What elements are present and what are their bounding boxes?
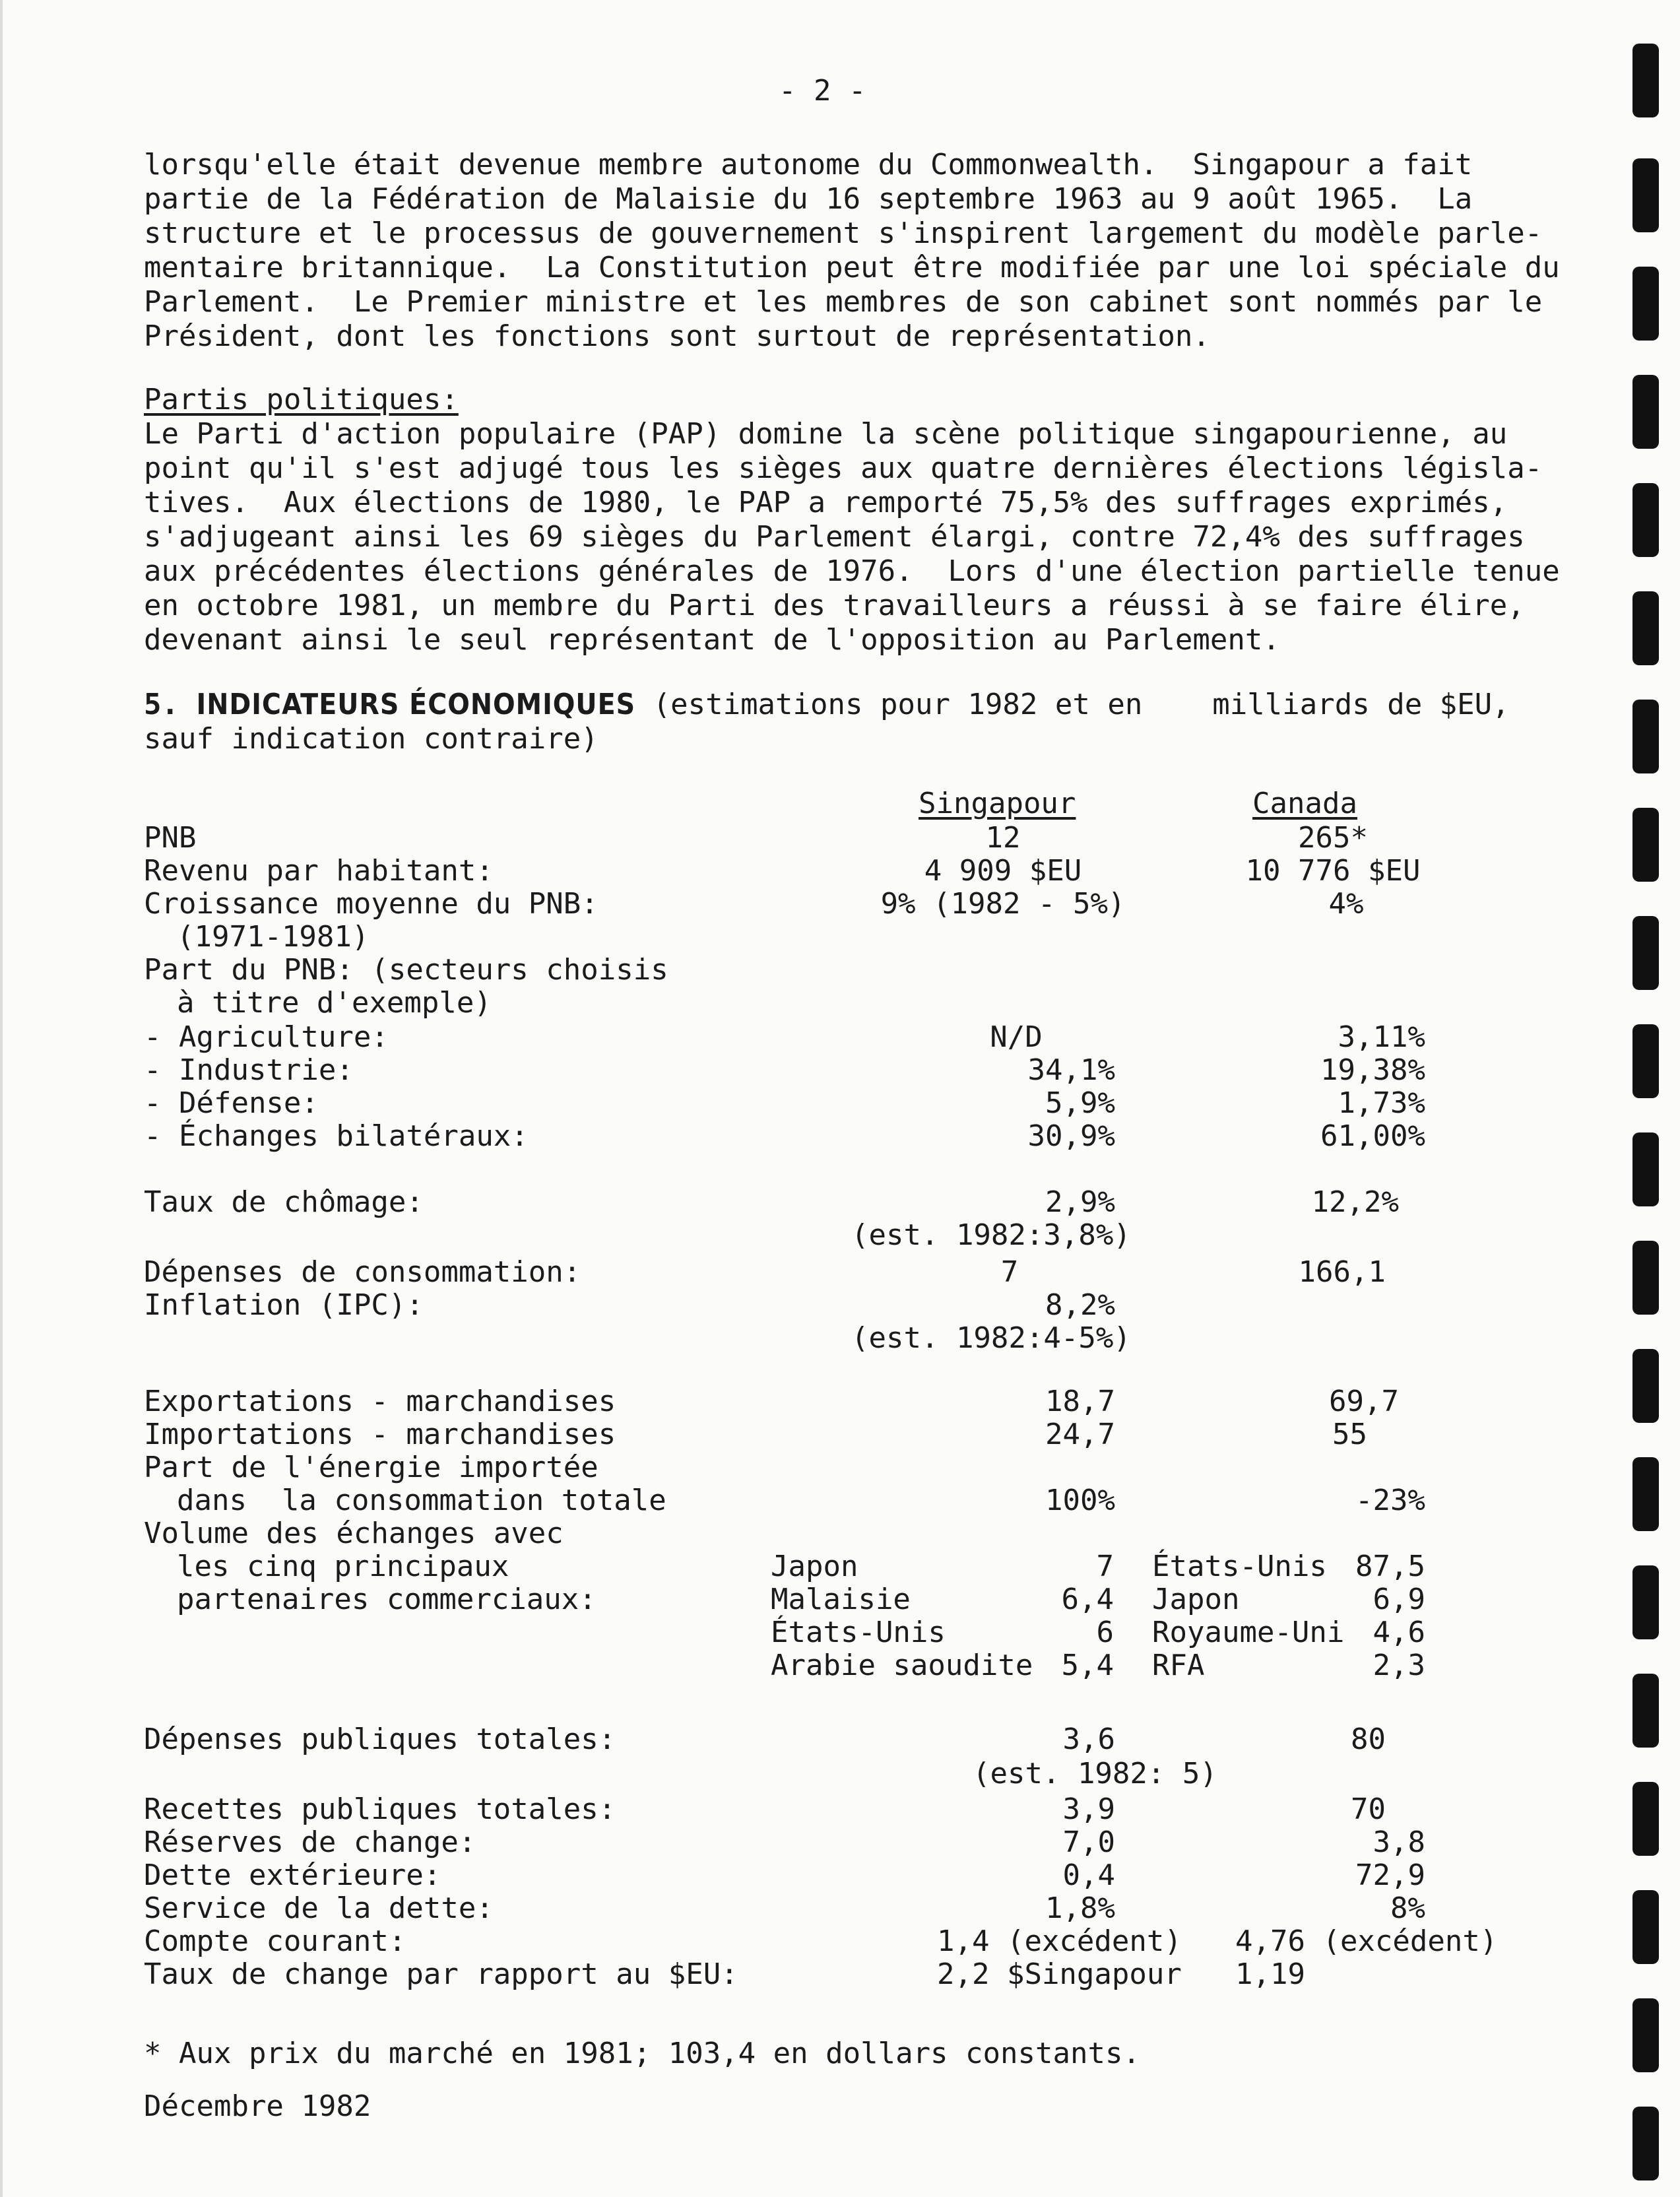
section-subtitle-line2: sauf indication contraire) <box>144 722 598 756</box>
row-importations <box>0 1418 1680 1452</box>
text-line: tives. Aux élections de 1980, le PAP a remporté 75,5% des suffrages exprimés, <box>144 486 1508 519</box>
row-energie-2 <box>0 1484 1680 1518</box>
row-recettes <box>0 1792 1680 1827</box>
row-label: PNB <box>144 821 197 855</box>
section-number: 5. <box>144 688 179 721</box>
partner-value: 6,4 <box>1061 1583 1114 1616</box>
canada-value: 4,76 (excédent) <box>1235 1924 1498 1958</box>
section-5-heading <box>144 688 1530 756</box>
section-title: INDICATEURS ÉCONOMIQUES <box>196 688 636 721</box>
row-label: Recettes publiques totales: <box>144 1792 616 1826</box>
row-compte <box>0 1924 1680 1959</box>
text-line: s'adjugeant ainsi les 69 sièges du Parlement élargi, contre 72,4% des suffrages <box>144 520 1525 554</box>
row-label: partenaires commerciaux: <box>177 1583 597 1616</box>
text-line: aux précédentes élections générales de 1976. Lors d'une élection partielle tenue <box>144 554 1560 588</box>
canada-value: 72,9 <box>1355 1858 1425 1892</box>
binder-mark <box>1632 483 1659 557</box>
row-label: Dette extérieure: <box>144 1858 441 1892</box>
text-line: structure et le processus de gouvernement s'inspirent largement du modèle parle- <box>144 216 1543 250</box>
row-label: les cinq principaux <box>177 1550 509 1583</box>
singapore-value: 4 909 $EU <box>924 854 1082 888</box>
row-label: Revenu par habitant: <box>144 854 494 888</box>
singapore-value: 1,8% <box>1045 1891 1115 1925</box>
row-label: Volume des échanges avec <box>144 1517 564 1550</box>
canada-value: 12,2% <box>1311 1185 1399 1219</box>
singapore-value: N/D <box>990 1020 1043 1054</box>
binder-mark <box>1632 1782 1659 1856</box>
column-header-singapore: Singapour <box>919 787 1076 820</box>
partner-value: 6,9 <box>1373 1583 1425 1616</box>
binder-mark <box>1632 1024 1659 1098</box>
row-label: - Échanges bilatéraux: <box>144 1119 529 1153</box>
document-date: Décembre 1982 <box>144 2089 372 2123</box>
row-croissance-period <box>0 920 1680 954</box>
binder-mark <box>1632 2107 1659 2181</box>
row-croissance <box>0 887 1680 921</box>
canada-value: 61,00% <box>1320 1119 1425 1153</box>
singapore-value: 12 <box>985 821 1021 855</box>
political-parties-paragraph <box>144 417 1560 657</box>
row-label: Service de la dette: <box>144 1891 494 1925</box>
row-label: Dépenses publiques totales: <box>144 1722 616 1756</box>
singapore-value: 100% <box>1045 1484 1115 1517</box>
row-label: Taux de change par rapport au $EU: <box>144 1957 738 1991</box>
partner-name: États-Unis <box>1152 1550 1327 1583</box>
canada-value: 70 <box>1351 1792 1386 1826</box>
binder-mark <box>1632 1349 1659 1423</box>
singapore-value: 30,9% <box>1027 1119 1115 1153</box>
canada-value: 19,38% <box>1320 1053 1425 1087</box>
row-label: - Agriculture: <box>144 1020 389 1054</box>
canada-value: 80 <box>1351 1722 1386 1756</box>
binder-mark <box>1632 916 1659 990</box>
page-number: - 2 - <box>779 74 866 108</box>
row-label: Taux de chômage: <box>144 1185 424 1219</box>
text-line: partie de la Fédération de Malaisie du 16 septembre 1963 au 9 août 1965. La <box>144 182 1473 216</box>
row-exportations <box>0 1385 1680 1419</box>
binder-mark <box>1632 1890 1659 1964</box>
row-part <box>0 953 1680 987</box>
singapore-value: 2,2 $Singapour <box>937 1957 1182 1991</box>
row-part-2 <box>0 986 1680 1020</box>
partner-value: 7 <box>1096 1550 1114 1583</box>
text-line: mentaire britannique. La Constitution peut être modifiée par une loi spéciale du <box>144 251 1560 284</box>
text-line: Le Parti d'action populaire (PAP) domine la scène politique singapourienne, au <box>144 417 1508 451</box>
partner-value: 5,4 <box>1061 1649 1114 1682</box>
binder-mark <box>1632 1998 1659 2072</box>
row-label: Importations - marchandises <box>144 1418 616 1451</box>
text-line: devenant ainsi le seul représentant de l'opposition au Parlement. <box>144 623 1280 657</box>
partner-name: Royaume-Uni <box>1152 1616 1345 1649</box>
text-line: Parlement. Le Premier ministre et les membres de son cabinet sont nommés par le <box>144 285 1543 319</box>
singapore-value: 7,0 <box>1062 1825 1115 1859</box>
section-subtitle: (estimations pour 1982 et en milliards de $EU, <box>635 688 1510 721</box>
column-header-canada: Canada <box>1252 787 1357 820</box>
canada-value: 3,8 <box>1373 1825 1425 1859</box>
row-volume <box>0 1517 1680 1551</box>
row-label: - Industrie: <box>144 1053 354 1087</box>
binder-mark <box>1632 44 1659 117</box>
partner-value: 4,6 <box>1373 1616 1425 1649</box>
row-industrie <box>0 1053 1680 1088</box>
binder-mark <box>1632 158 1659 232</box>
canada-value: 166,1 <box>1298 1255 1386 1289</box>
partner-name: Arabie saoudite <box>771 1649 1033 1682</box>
row-label: Exportations - marchandises <box>144 1385 616 1418</box>
singapore-value: 9% (1982 - 5%) <box>880 887 1126 921</box>
singapore-value: 18,7 <box>1045 1385 1115 1418</box>
row-depenses <box>0 1722 1680 1757</box>
singapore-value: 7 <box>1000 1255 1019 1289</box>
intro-paragraph <box>144 148 1560 354</box>
text-line: lorsqu'elle était devenue membre autonome du Commonwealth. Singapour a fait <box>144 148 1473 181</box>
row-label: - Défense: <box>144 1086 319 1120</box>
row-label: Croissance moyenne du PNB: <box>144 887 598 921</box>
binder-mark <box>1632 700 1659 773</box>
binder-mark <box>1632 1241 1659 1315</box>
binder-mark <box>1632 267 1659 341</box>
canada-value: 10 776 $EU <box>1245 854 1421 888</box>
row-agriculture <box>0 1020 1680 1055</box>
canada-value: 69,7 <box>1329 1385 1399 1418</box>
binder-mark <box>1632 1565 1659 1639</box>
canada-value: 1,73% <box>1338 1086 1425 1120</box>
row-label: Inflation (IPC): <box>144 1288 424 1322</box>
text-line: en octobre 1981, un membre du Parti des travailleurs a réussi à se faire élire, <box>144 589 1525 622</box>
text-line: Président, dont les fonctions sont surtout de représentation. <box>144 319 1210 353</box>
singapore-value: 2,9% <box>1045 1185 1115 1219</box>
singapore-value: 3,9 <box>1062 1792 1115 1826</box>
row-label: Compte courant: <box>144 1924 406 1958</box>
row-inflation-note <box>0 1321 1680 1356</box>
row-label: Part du PNB: (secteurs choisis <box>144 953 668 987</box>
singapore-value: 1,4 (excédent) <box>937 1924 1182 1958</box>
partner-name: Malaisie <box>771 1583 911 1616</box>
row-chomage <box>0 1185 1680 1220</box>
partner-name: Japon <box>1152 1583 1240 1616</box>
binder-mark <box>1632 1457 1659 1531</box>
binder-mark <box>1632 375 1659 449</box>
row-label: Réserves de change: <box>144 1825 476 1859</box>
row-label: dans la consommation totale <box>177 1484 666 1517</box>
row-label: à titre d'exemple) <box>177 986 492 1020</box>
singapore-value: 3,6 <box>1062 1722 1115 1756</box>
row-consommation <box>0 1255 1680 1290</box>
estimate-note: (est. 1982:4-5%) <box>851 1321 1131 1355</box>
canada-value: -23% <box>1355 1484 1425 1517</box>
partner-name: RFA <box>1152 1649 1205 1682</box>
row-taux-change <box>0 1957 1680 1992</box>
row-depenses-note <box>0 1757 1680 1791</box>
singapore-value: 5,9% <box>1045 1086 1115 1120</box>
partner-value: 6 <box>1096 1616 1114 1649</box>
row-service <box>0 1891 1680 1926</box>
canada-value: 1,19 <box>1235 1957 1305 1991</box>
estimate-note: (est. 1982:3,8%) <box>851 1218 1131 1252</box>
binder-mark <box>1632 591 1659 665</box>
binder-mark <box>1632 808 1659 882</box>
singapore-value: 8,2% <box>1045 1288 1115 1322</box>
singapore-value: 24,7 <box>1045 1418 1115 1451</box>
row-energie <box>0 1451 1680 1485</box>
estimate-note: (est. 1982: 5) <box>973 1757 1217 1790</box>
row-label: Part de l'énergie importée <box>144 1451 598 1484</box>
row-echanges <box>0 1119 1680 1154</box>
row-reserves <box>0 1825 1680 1860</box>
canada-value: 4% <box>1328 887 1364 921</box>
row-dette <box>0 1858 1680 1893</box>
canada-value: 265* <box>1298 821 1368 855</box>
row-defense <box>0 1086 1680 1121</box>
row-label: (1971-1981) <box>177 920 370 954</box>
footnote: * Aux prix du marché en 1981; 103,4 en dollars constants. <box>144 2037 1140 2070</box>
political-parties-heading: Partis politiques: <box>144 383 459 416</box>
partner-value: 2,3 <box>1373 1649 1425 1682</box>
canada-value: 8% <box>1390 1891 1425 1925</box>
row-chomage-note <box>0 1218 1680 1253</box>
singapore-value: 0,4 <box>1062 1858 1115 1892</box>
text-line: point qu'il s'est adjugé tous les sièges aux quatre dernières élections législa- <box>144 451 1543 485</box>
row-pnb <box>0 821 1680 855</box>
canada-value: 3,11% <box>1338 1020 1425 1054</box>
singapore-value: 34,1% <box>1027 1053 1115 1087</box>
binder-mark <box>1632 1132 1659 1206</box>
canada-value: 55 <box>1332 1418 1367 1451</box>
partner-value: 87,5 <box>1355 1550 1425 1583</box>
binder-mark <box>1632 1674 1659 1748</box>
row-revenu <box>0 854 1680 888</box>
row-inflation <box>0 1288 1680 1323</box>
partner-name: Japon <box>771 1550 858 1583</box>
row-label: Dépenses de consommation: <box>144 1255 581 1289</box>
partner-name: États-Unis <box>771 1616 946 1649</box>
